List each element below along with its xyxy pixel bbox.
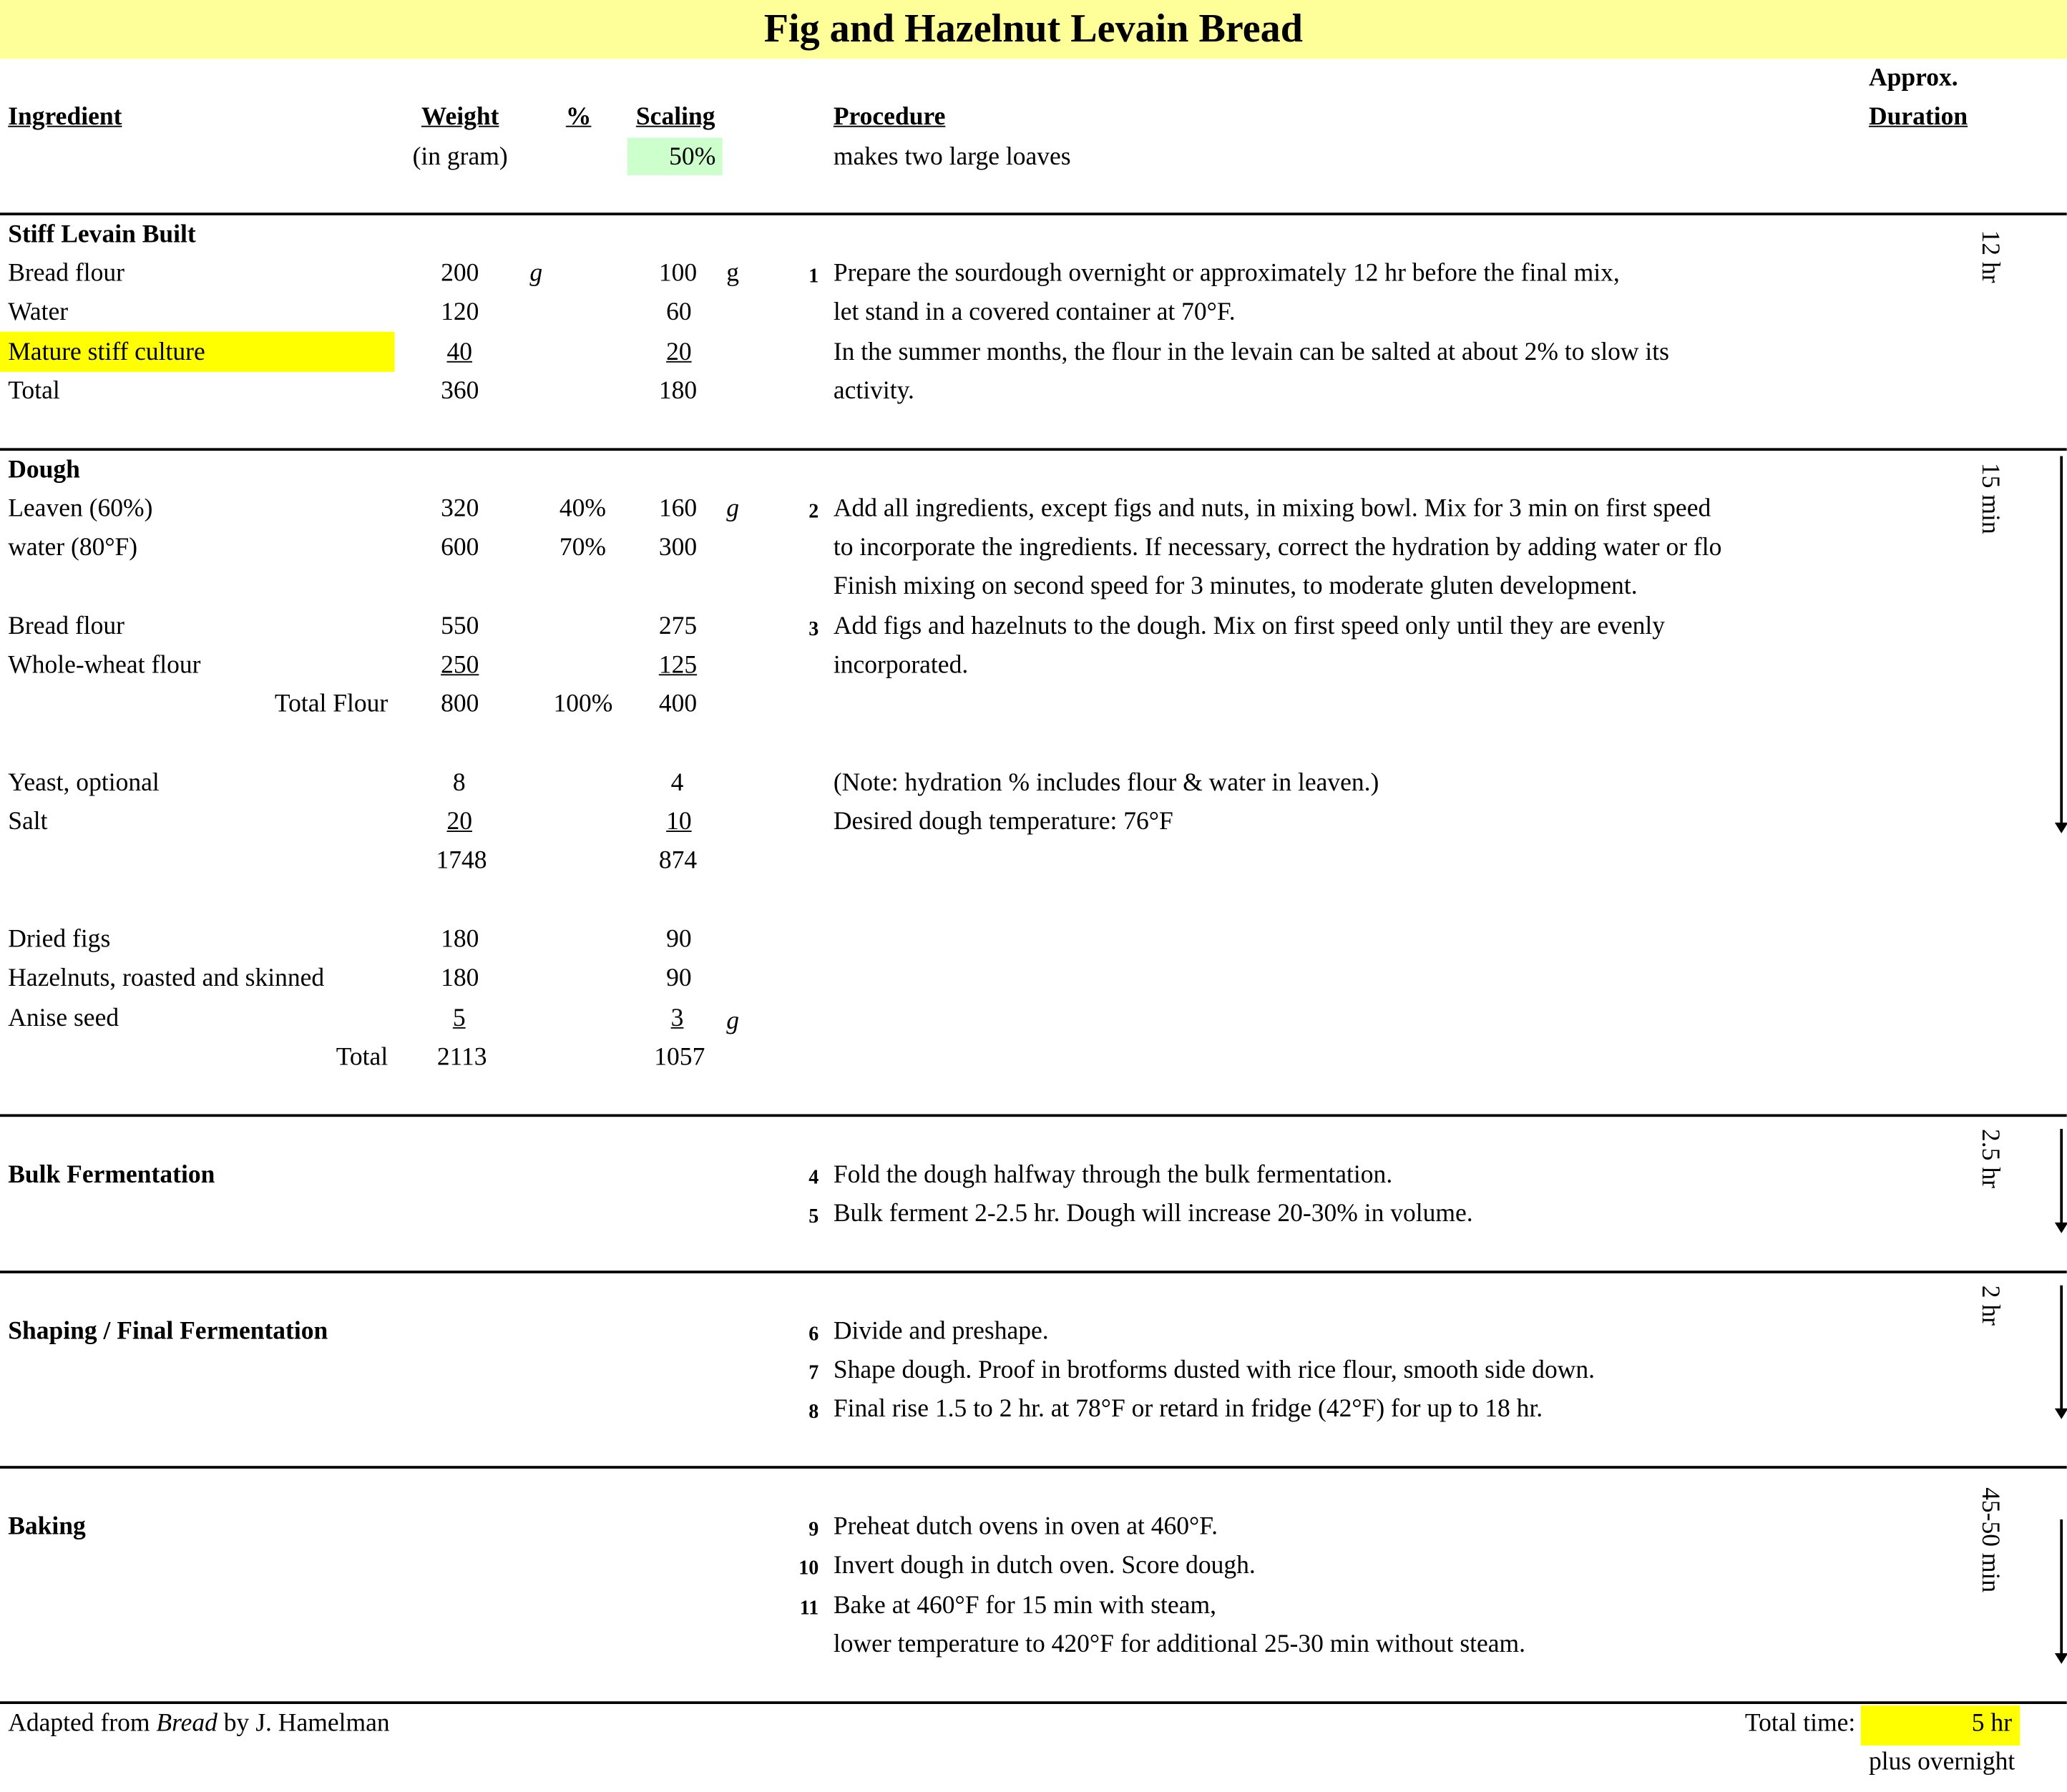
ingredient-scaled: 4 bbox=[670, 769, 684, 798]
step-number: 1 bbox=[808, 266, 819, 288]
step-text: let stand in a covered container at 70°F. bbox=[833, 298, 1236, 327]
ingredient-weight: 800 bbox=[441, 690, 479, 719]
section-heading-dough: Dough bbox=[8, 456, 80, 484]
ingredient-name: Salt bbox=[8, 808, 48, 836]
dough-total-label: Total bbox=[336, 1043, 389, 1072]
duration-bulk: 2.5 hr bbox=[1975, 1129, 2004, 1188]
step-text: activity. bbox=[833, 377, 914, 406]
step-number: 8 bbox=[808, 1401, 819, 1424]
page-title: Fig and Hazelnut Levain Bread bbox=[763, 6, 1303, 52]
ingredient-percent: 100% bbox=[553, 690, 613, 719]
step-text: Bulk ferment 2-2.5 hr. Dough will increase 20-30% in volume. bbox=[833, 1200, 1473, 1228]
ingredient-percent: 70% bbox=[559, 534, 606, 562]
step-text: Add figs and hazelnuts to the dough. Mix on first speed only until they are evenly bbox=[833, 612, 1666, 641]
step-text: Invert dough in dutch oven. Score dough. bbox=[833, 1551, 1256, 1580]
step-text: Shape dough. Proof in brotforms dusted with rice flour, smooth side down. bbox=[833, 1356, 1596, 1385]
ingredient-name: water (80°F) bbox=[8, 534, 138, 562]
arrow-down-icon bbox=[2060, 1286, 2063, 1416]
unit-label: g bbox=[726, 1007, 740, 1036]
divider-line bbox=[0, 1270, 2067, 1273]
header-percent: % bbox=[565, 102, 592, 132]
ingredient-scaled: 90 bbox=[666, 964, 692, 993]
hydration-note: (Note: hydration % includes flour & water in leaven.) bbox=[833, 769, 1379, 798]
step-text: Add all ingredients, except figs and nuts, in mixing bowl. Mix for 3 min on first speed bbox=[833, 494, 1711, 524]
step-text: Fold the dough halfway through the bulk fermentation. bbox=[833, 1160, 1393, 1190]
step-number: 10 bbox=[798, 1558, 819, 1580]
step-number: 6 bbox=[808, 1324, 819, 1346]
section-heading-levain: Stiff Levain Built bbox=[8, 220, 196, 249]
ingredient-weight: 180 bbox=[441, 925, 479, 954]
duration-dough: 15 min bbox=[1975, 462, 2004, 534]
total-time-label: Total time: bbox=[1744, 1709, 1856, 1738]
section-heading-baking: Baking bbox=[8, 1512, 86, 1541]
unit-label: g bbox=[529, 259, 543, 288]
attribution-prefix: Adapted from bbox=[8, 1709, 157, 1738]
header-procedure: Procedure bbox=[833, 102, 946, 132]
ingredient-name: Whole-wheat flour bbox=[8, 651, 201, 680]
ingredient-weight: 180 bbox=[441, 964, 479, 993]
section-heading-shaping: Shaping / Final Fermentation bbox=[8, 1317, 328, 1346]
ingredient-weight: 320 bbox=[441, 494, 479, 524]
ingredient-name: Bread flour bbox=[8, 259, 124, 288]
ingredient-name: Leaven (60%) bbox=[8, 494, 153, 524]
step-text: incorporated. bbox=[833, 651, 969, 680]
total-time-note: plus overnight bbox=[1868, 1748, 2015, 1776]
duration-baking: 45-50 min bbox=[1975, 1487, 2004, 1593]
header-weight: Weight bbox=[421, 102, 499, 132]
book-title: Bread bbox=[156, 1709, 218, 1738]
ingredient-weight: 120 bbox=[441, 298, 479, 327]
ingredient-name: Yeast, optional bbox=[8, 769, 160, 798]
ingredient-weight: 250 bbox=[441, 651, 479, 680]
ingredient-scaled: 90 bbox=[666, 925, 692, 954]
step-number: 3 bbox=[808, 619, 819, 641]
step-text: In the summer months, the flour in the levain can be salted at about 2% to slow its bbox=[833, 338, 1669, 367]
unit-label: g bbox=[726, 259, 740, 288]
ingredient-weight: 200 bbox=[441, 259, 479, 288]
ingredient-scaled: 160 bbox=[658, 494, 698, 524]
ingredient-weight: 360 bbox=[441, 377, 479, 406]
total-time-value: 5 hr bbox=[1971, 1709, 2013, 1738]
step-text: Prepare the sourdough overnight or approximately 12 hr before the final mix, bbox=[833, 259, 1620, 288]
book-author: by J. Hamelman bbox=[217, 1709, 390, 1738]
ingredient-weight: 20 bbox=[446, 808, 473, 836]
duration-shaping: 2 hr bbox=[1975, 1285, 2004, 1326]
step-number: 7 bbox=[808, 1363, 819, 1385]
ingredient-name: Total bbox=[8, 377, 60, 406]
ingredient-scaled: 100 bbox=[658, 259, 698, 288]
ingredient-weight: 600 bbox=[441, 534, 479, 562]
ingredient-scaled: 275 bbox=[658, 612, 698, 641]
ingredient-scaled: 300 bbox=[658, 534, 698, 562]
arrow-down-icon bbox=[2060, 1519, 2063, 1661]
ingredient-weight: 550 bbox=[441, 612, 479, 641]
ingredient-weight: 40 bbox=[446, 338, 473, 367]
step-number: 2 bbox=[808, 501, 819, 524]
duration-levain: 12 hr bbox=[1975, 230, 2004, 283]
ingredient-scaled: 400 bbox=[658, 690, 698, 719]
ingredient-percent: 40% bbox=[559, 494, 606, 524]
arrow-down-icon bbox=[2060, 1129, 2063, 1230]
header-scaling: Scaling bbox=[635, 102, 715, 132]
ingredient-weight: 8 bbox=[452, 769, 466, 798]
step-text: Finish mixing on second speed for 3 minutes, to moderate gluten development. bbox=[833, 572, 1638, 601]
section-heading-bulk: Bulk Fermentation bbox=[8, 1160, 215, 1190]
ingredient-name: Anise seed bbox=[8, 1004, 119, 1033]
dough-temperature-note: Desired dough temperature: 76°F bbox=[833, 808, 1173, 836]
header-duration-approx: Approx. bbox=[1868, 64, 1958, 93]
ingredient-scaled: 125 bbox=[658, 651, 698, 680]
ingredient-name: Hazelnuts, roasted and skinned bbox=[8, 964, 325, 993]
arrow-down-icon bbox=[2060, 456, 2063, 831]
divider-line bbox=[0, 212, 2067, 215]
divider-line bbox=[0, 1466, 2067, 1469]
ingredient-scaled: 1057 bbox=[654, 1043, 705, 1072]
divider-line bbox=[0, 448, 2067, 451]
ingredient-name: Mature stiff culture bbox=[8, 338, 205, 367]
ingredient-scaled: 60 bbox=[666, 298, 692, 327]
step-text: Final rise 1.5 to 2 hr. at 78°F or retard in fridge (42°F) for up to 18 hr. bbox=[833, 1395, 1543, 1424]
step-text: Preheat dutch ovens in oven at 460°F. bbox=[833, 1512, 1218, 1541]
total-flour-label: Total Flour bbox=[274, 690, 389, 719]
step-number: 11 bbox=[799, 1598, 819, 1620]
unit-label: g bbox=[726, 494, 740, 524]
ingredient-scaled: 20 bbox=[666, 338, 692, 367]
attribution bbox=[8, 1709, 389, 1738]
step-text: Bake at 460°F for 15 min with steam, bbox=[833, 1591, 1216, 1620]
ingredient-scaled: 10 bbox=[666, 808, 692, 836]
header-ingredient: Ingredient bbox=[8, 102, 122, 132]
step-number: 4 bbox=[808, 1167, 819, 1190]
step-text: Divide and preshape. bbox=[833, 1317, 1049, 1346]
scaling-value[interactable]: 50% bbox=[669, 143, 716, 172]
header-duration: Duration bbox=[1868, 102, 1968, 132]
divider-line bbox=[0, 1701, 2067, 1704]
step-number: 5 bbox=[808, 1206, 819, 1228]
ingredient-weight: 2113 bbox=[436, 1043, 487, 1072]
ingredient-name: Dried figs bbox=[8, 925, 111, 954]
ingredient-name: Bread flour bbox=[8, 612, 124, 641]
step-number: 9 bbox=[808, 1519, 819, 1541]
ingredient-scaled: 180 bbox=[658, 377, 698, 406]
subtotal-weight: 1748 bbox=[436, 846, 487, 875]
procedure-note: makes two large loaves bbox=[833, 143, 1071, 172]
header-weight-unit: (in gram) bbox=[412, 143, 508, 172]
ingredient-name: Water bbox=[8, 298, 69, 327]
subtotal-scaled: 874 bbox=[658, 846, 698, 875]
ingredient-scaled: 3 bbox=[670, 1004, 684, 1033]
step-text: lower temperature to 420°F for additional 25-30 min without steam. bbox=[833, 1630, 1526, 1659]
ingredient-weight: 5 bbox=[452, 1004, 466, 1033]
step-text: to incorporate the ingredients. If necessary, correct the hydration by adding water or flo bbox=[833, 534, 1722, 562]
divider-line bbox=[0, 1114, 2067, 1117]
